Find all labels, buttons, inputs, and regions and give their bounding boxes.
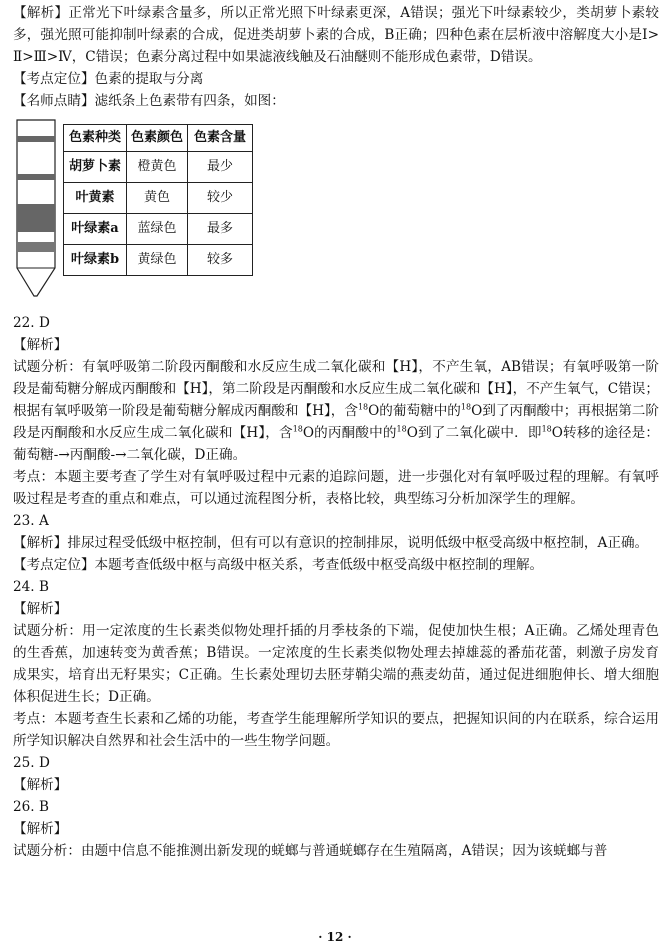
q24-jiexi-label: 【解析】	[13, 601, 68, 617]
header-cell: 色素颜色	[127, 125, 188, 152]
table-row	[64, 214, 253, 245]
q22-jiexi-label: 【解析】	[13, 337, 68, 353]
page-number: · 12 ·	[318, 930, 352, 944]
q26-jiexi-label: 【解析】	[13, 821, 68, 837]
q25-answer: 25. D	[13, 755, 50, 771]
q21-analysis: 【解析】正常光下叶绿素含量多，所以正常光照下叶绿素更深，A错误；强光下叶绿素较少，类胡萝卜素较多，强光照可能抑制叶绿素的合成，促进类胡萝卜素的合成，B正确；四种色素在层析液中溶解度大小是Ⅰ>Ⅱ>Ⅲ>Ⅳ，C错误；色素分离过程中如果滤液线触及石油醚则不能形成色素带，D错误。	[13, 5, 659, 65]
pigment-amount: 最多	[188, 214, 253, 245]
q23-answer: 23. A	[13, 513, 49, 529]
pigment-amount: 最少	[188, 152, 253, 183]
q24-answer: 24. B	[13, 579, 49, 595]
q21-mingshi: 【名师点睛】滤纸条上色素带有四条，如图：	[13, 93, 285, 109]
pigment-name: 胡萝卜素	[64, 152, 127, 183]
q21-kaodian: 【考点定位】色素的提取与分离	[13, 71, 204, 87]
header-cell: 色素种类	[64, 125, 127, 152]
pigment-color: 橙黄色	[127, 152, 188, 183]
table-row	[64, 245, 253, 276]
document-page	[13, 2, 659, 862]
pigment-color: 黄绿色	[127, 245, 188, 276]
q22-answer: 22. D	[13, 315, 50, 331]
table-row	[64, 183, 253, 214]
pigment-table-header	[64, 125, 253, 152]
band-chlorophyll-b	[17, 242, 55, 252]
pigment-table	[63, 124, 253, 276]
q23-analysis: 【解析】排尿过程受低级中枢控制，但有可以有意识的控制排尿，说明低级中枢受高级中枢控制，A正确。	[13, 535, 649, 551]
q23-kaodian: 【考点定位】本题考查低级中枢与高级中枢关系，考查低级中枢受高级中枢控制的理解。	[13, 557, 544, 573]
q24-analysis: 试题分析：用一定浓度的生长素类似物处理扦插的月季枝条的下端，促使加快生根；A正确。乙烯处理青色的生香蕉，加速转变为黄香蕉；B错误。一定浓度的生长素类似物处理去掉雄蕊的番茄花蕾，刺激子房发育成果实，培育出无籽果实；C正确。生长素处理切去胚芽鞘尖端的燕麦幼苗，通过促进细胞伸长、增大细胞体积促进生长；D正确。	[13, 623, 659, 705]
pigment-amount: 较少	[188, 183, 253, 214]
pigment-amount: 较多	[188, 245, 253, 276]
pigment-color: 黄色	[127, 183, 188, 214]
pigment-name: 叶绿素a	[64, 214, 127, 245]
pigment-name: 叶绿素b	[64, 245, 127, 276]
pigment-name: 叶黄素	[64, 183, 127, 214]
header-cell: 色素含量	[188, 125, 253, 152]
band-carotene	[17, 136, 55, 142]
pigment-color: 蓝绿色	[127, 214, 188, 245]
band-xanthophyll	[17, 174, 55, 180]
q26-analysis: 试题分析：由题中信息不能推测出新发现的蜣螂与普通蜣螂存在生殖隔离，A错误；因为该蜣螂与普	[13, 843, 608, 859]
table-row	[64, 152, 253, 183]
band-chlorophyll-a	[17, 204, 55, 232]
q22-kaodian: 考点：本题主要考查了学生对有氧呼吸过程中元素的追踪问题，进一步强化对有氧呼吸过程的理解。有氧呼吸过程是考查的重点和难点，可以通过流程图分析，表格比较，典型练习分析加深学生的理解。	[13, 469, 659, 507]
q24-kaodian: 考点：本题考查生长素和乙烯的功能，考查学生能理解所学知识的要点，把握知识间的内在联系，综合运用所学知识解决自然界和社会生活中的一些生物学问题。	[13, 711, 659, 749]
q26-answer: 26. B	[13, 799, 49, 815]
filter-paper-strip-diagram	[15, 118, 63, 300]
q25-jiexi-label: 【解析】	[13, 777, 68, 793]
q22-analysis: 试题分析：有氧呼吸第二阶段丙酮酸和水反应生成二氧化碳和【H】，不产生氧，AB错误；有氧呼吸第一阶段是葡萄糖分解成丙酮酸和【H】，第二阶段是丙酮酸和水反应生成二氧化碳和【H】，不产生氧气，C错误；根据有氧呼吸第一阶段是葡萄糖分解成丙酮酸和【H】，含$^{18}$O的葡萄糖中的$^{18}$O到了丙酮酸中；再根据第二阶段是丙酮酸和水反应生成二氧化碳和【H】，含$^{18}$O的丙酮酸中的$^{18}$O到了二氧化碳中．即$^{18}$O转移的途径是：葡萄糖-→丙酮酸-→二氧化碳，D正确。	[13, 359, 659, 463]
pigment-figure	[13, 116, 659, 304]
